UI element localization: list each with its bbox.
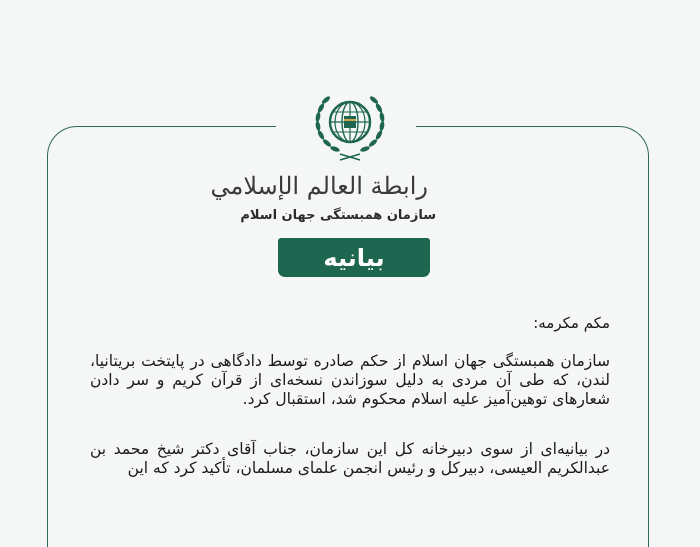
- org-name-arabic-calligraphy: رابطة العالم الإسلامي: [210, 172, 428, 200]
- globe-wreath-emblem-icon: [312, 86, 388, 162]
- org-name-persian: سازمان همبستگی جهان اسلام: [240, 208, 436, 223]
- document-title-banner: [278, 238, 430, 277]
- paragraph-2: در بیانیه‌ای از سوی دبیرخانه کل این سازمان، جناب آقای دکتر شیخ محمد بن عبدالکریم العیسی، دبیرکل و رئیس انجمن علمای مسلمان، تأکید کرد که این: [90, 440, 610, 477]
- paragraph-1: سازمان همبستگی جهان اسلام از حکم صادره توسط دادگاهی در پایتخت بریتانیا، لندن، که طی آن مردی به دلیل سوزاندن نسخه‌ای از قرآن کریم و سر دادن شعارهای توهین‌آمیز علیه اسلام محکوم شد، استقبال کرد.: [90, 352, 610, 408]
- document-title: بیانیه: [323, 243, 385, 272]
- salutation: مکم مکرمه:: [533, 314, 610, 332]
